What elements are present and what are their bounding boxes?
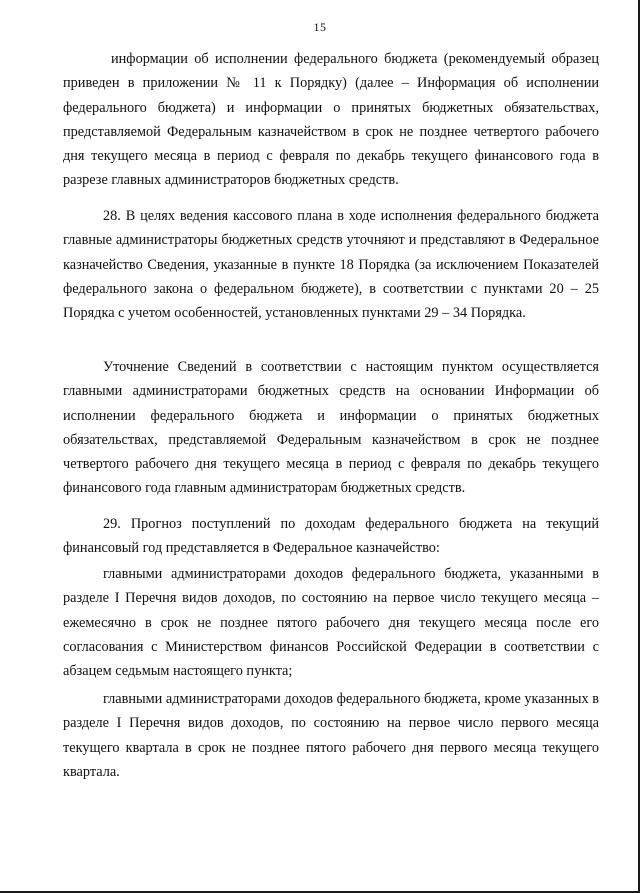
page-number: 15 [313,20,327,34]
paragraph-list-item-2 [63,687,599,784]
paragraph-text: главными администраторами доходов федерального бюджета, указанными в разделе I Перечня видов доходов, по состоянию на первое число текущего месяца – ежемесячно в срок не позднее пятого рабочего дня текущего месяца после его согласования с Министерством финансов Российской Федерации в соответствии с абзацем седьмым настоящего пункта; [63,566,599,680]
paragraph-text: 28. В целях ведения кассового плана в ходе исполнения федерального бюджета главные администраторы бюджетных средств уточняют и представляют в Федеральное казначейство Сведения, указанные в пункте 18 Порядка (за исключением Показателей федерального закона о федеральном бюджете), в соответствии с пунктами 20 – 25 Порядка с учетом особенностей, установленных пунктами 29 – 34 Порядка. [63,208,599,322]
paragraph-item-28 [63,204,599,325]
paragraph-item-29 [63,512,599,561]
paragraph-text: Уточнение Сведений в соответствии с настоящим пунктом осуществляется главными администраторами бюджетных средств на основании Информации об исполнении федерального бюджета и информации о принятых бюджетных обязательствах, представляемой Федеральным казначейством в срок не позднее четвертого рабочего дня текущего месяца в период с февраля по декабрь текущего финансового года главным администраторам бюджетных средств. [63,359,599,497]
paragraph-text: 29. Прогноз поступлений по доходам федерального бюджета на текущий финансовый год представляется в Федеральное казначейство: [63,516,599,557]
paragraph-list-item-1 [63,562,599,683]
paragraph-continuation [63,47,599,193]
paragraph-text: главными администраторами доходов федерального бюджета, кроме указанных в разделе I Перечня видов доходов, по состоянию на первое число первого месяца текущего квартала в срок не позднее пятого рабочего дня первого месяца текущего квартала. [63,691,599,780]
paragraph-text: информации об исполнении федерального бюджета (рекомендуемый образец приведен в приложении № 11 к Порядку) (далее – Информация об исполнении федерального бюджета) и информации о принятых бюджетных обязательствах, представляемой Федеральным казначейством в срок не позднее четвертого рабочего дня текущего месяца в период с февраля по декабрь текущего финансового года в разрезе главных администраторов бюджетных средств. [63,51,599,189]
paragraph-clarification [63,355,599,501]
